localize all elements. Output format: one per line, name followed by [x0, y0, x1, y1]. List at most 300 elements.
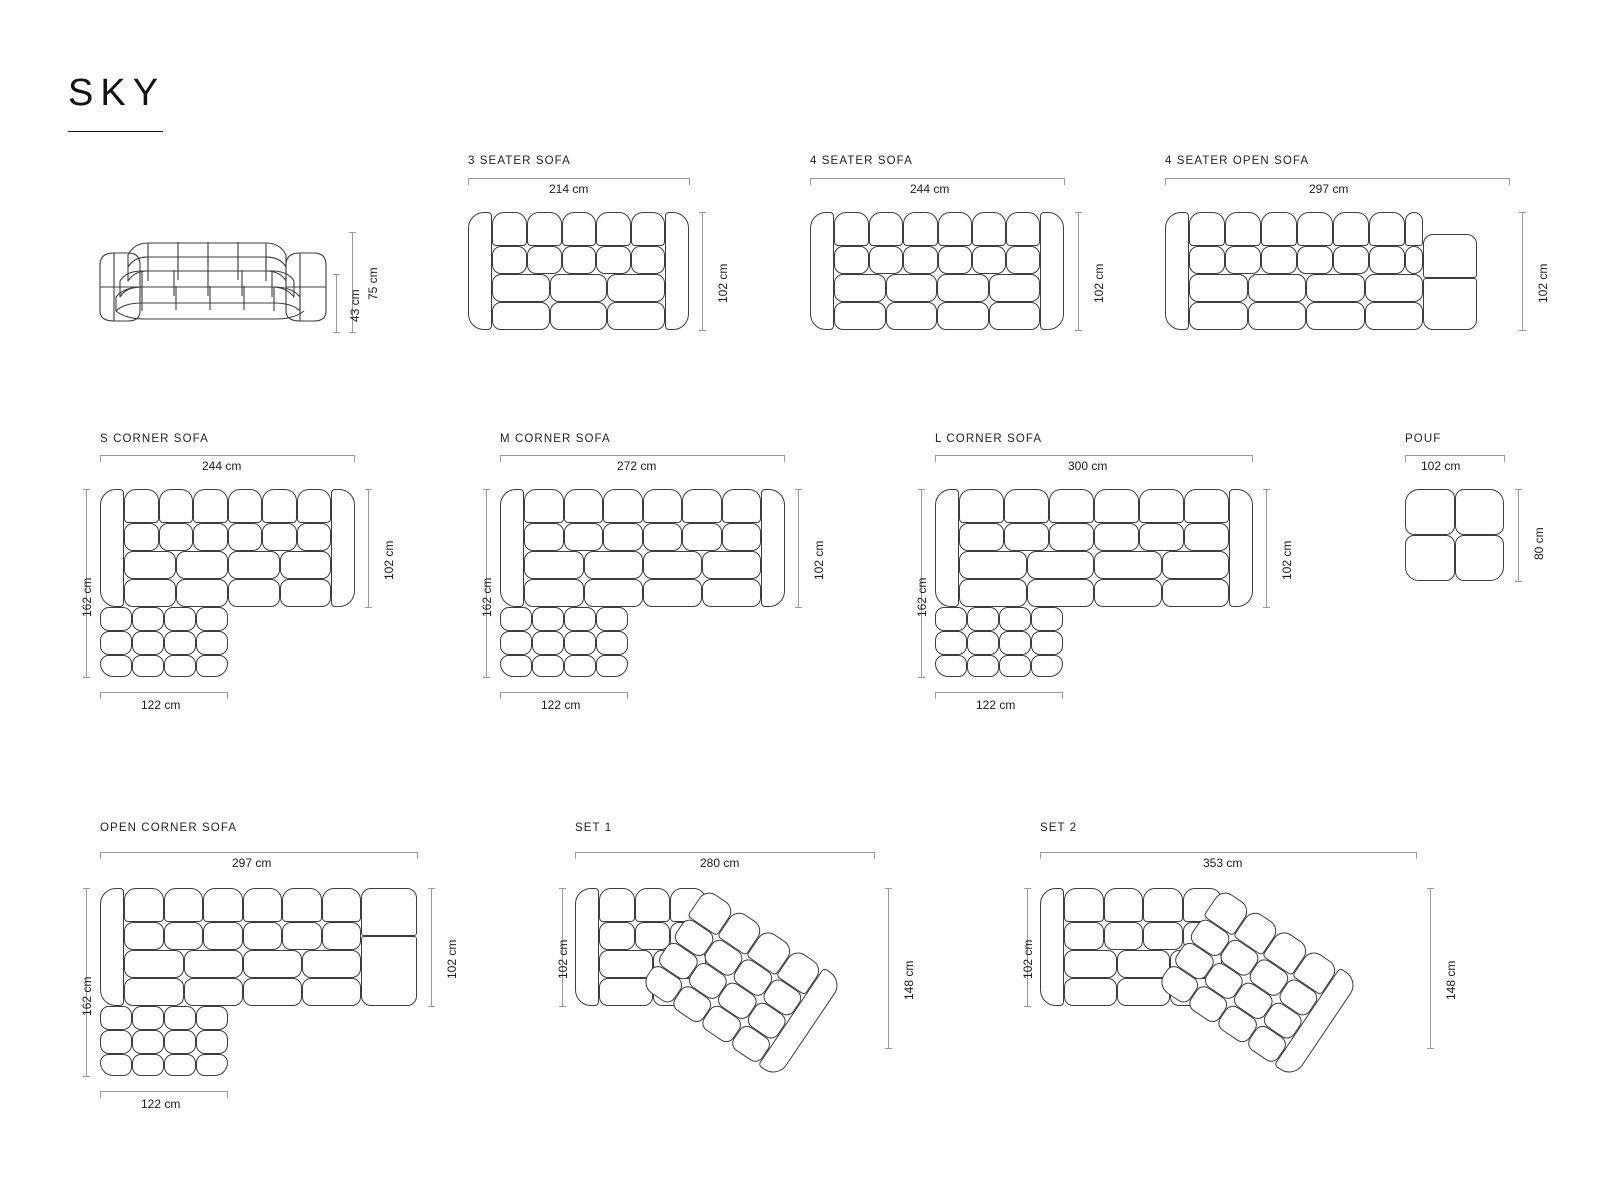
module — [1189, 274, 1248, 302]
module — [203, 888, 243, 922]
module — [280, 579, 331, 607]
module — [1117, 950, 1170, 978]
module — [999, 607, 1031, 631]
dim-m-corner-height-label: 162 cm — [480, 577, 494, 617]
module — [196, 1006, 228, 1030]
module — [524, 579, 584, 607]
tick — [575, 852, 576, 859]
module — [527, 246, 562, 274]
module-open-end — [1423, 278, 1477, 330]
module — [935, 655, 967, 677]
dim-4-seater-depth-line — [1078, 212, 1079, 330]
module — [282, 922, 322, 950]
tick — [699, 212, 706, 213]
module — [132, 1006, 164, 1030]
module — [100, 888, 124, 1006]
tick — [1165, 178, 1166, 185]
dim-4-seater-width-label: 244 cm — [910, 182, 950, 196]
tick — [428, 888, 435, 889]
tick — [100, 692, 101, 699]
dim-4-seater-open-width-line — [1165, 178, 1510, 179]
dim-set1-depth-label: 102 cm — [556, 939, 570, 979]
module — [184, 978, 243, 1006]
module — [243, 950, 302, 978]
module — [702, 579, 761, 607]
page-title: SKY — [68, 72, 166, 114]
module — [196, 631, 228, 655]
module — [834, 302, 886, 330]
tick — [483, 489, 490, 490]
module — [643, 579, 702, 607]
tick — [1519, 212, 1526, 213]
tick — [333, 332, 340, 333]
module — [643, 551, 702, 579]
module — [500, 655, 532, 677]
module — [967, 631, 999, 655]
tick — [100, 852, 101, 859]
module — [550, 274, 607, 302]
module — [164, 1030, 196, 1054]
module — [262, 489, 297, 523]
tick — [1075, 330, 1082, 331]
module — [635, 888, 670, 922]
module — [1094, 489, 1139, 523]
tick — [1252, 455, 1253, 462]
dim-set2-depth-label: 102 cm — [1021, 939, 1035, 979]
module — [196, 1030, 228, 1054]
module — [492, 274, 550, 302]
dim-set2-height-line — [1430, 888, 1431, 1048]
module — [607, 274, 665, 302]
dim-open-corner-height-label: 162 cm — [80, 976, 94, 1016]
tick — [349, 232, 356, 233]
dim-l-corner-depth-label: 102 cm — [1280, 540, 1294, 580]
tick — [1515, 489, 1522, 490]
module-open-end — [1423, 234, 1477, 278]
module — [124, 551, 176, 579]
module — [1094, 579, 1162, 607]
dim-3-seater-width-label: 214 cm — [549, 182, 589, 196]
dim-set1-height-line — [888, 888, 889, 1048]
module — [1031, 607, 1063, 631]
module — [989, 274, 1040, 302]
module — [322, 922, 361, 950]
dim-pouf-width-label: 102 cm — [1421, 459, 1461, 473]
module — [1027, 579, 1094, 607]
module — [665, 212, 689, 330]
dim-s-corner-width-label: 244 cm — [202, 459, 242, 473]
module — [1229, 489, 1253, 607]
tick — [365, 489, 372, 490]
tick — [935, 455, 936, 462]
module — [761, 489, 785, 607]
module — [682, 489, 722, 523]
module — [1064, 922, 1104, 950]
module — [164, 922, 203, 950]
dim-pouf-depth-label: 80 cm — [1532, 527, 1546, 560]
module — [1297, 212, 1333, 246]
module — [124, 888, 164, 922]
module — [1306, 302, 1365, 330]
module — [564, 523, 603, 551]
module — [492, 246, 527, 274]
tick — [333, 274, 340, 275]
dim-3-seater-width-line — [468, 178, 690, 179]
dim-m-corner-depth-label: 102 cm — [812, 540, 826, 580]
tick — [885, 1048, 892, 1049]
module — [159, 489, 193, 523]
tick — [1064, 178, 1065, 185]
module — [1455, 535, 1504, 581]
module — [972, 212, 1006, 246]
dim-open-corner-width-label: 297 cm — [232, 856, 272, 870]
tick — [935, 692, 936, 699]
module — [1189, 302, 1248, 330]
module — [564, 489, 603, 523]
title-underline — [68, 131, 163, 132]
module — [959, 489, 1004, 523]
dim-4-seater-open-depth-label: 102 cm — [1536, 263, 1550, 303]
dim-m-corner-width-label: 272 cm — [617, 459, 657, 473]
module — [468, 212, 492, 330]
module — [564, 655, 596, 677]
module — [999, 631, 1031, 655]
module — [492, 212, 527, 246]
tick — [689, 178, 690, 185]
module — [562, 212, 596, 246]
module — [935, 607, 967, 631]
module — [603, 489, 643, 523]
dim-s-corner-depth-label: 102 cm — [382, 540, 396, 580]
dim-open-corner-bottom-label: 122 cm — [141, 1097, 181, 1111]
module — [1143, 922, 1183, 950]
module — [124, 950, 184, 978]
module — [564, 631, 596, 655]
module — [302, 950, 361, 978]
module — [584, 551, 643, 579]
module — [596, 631, 628, 655]
module — [599, 888, 635, 922]
module — [869, 246, 903, 274]
perspective-height-label: 75 cm — [366, 267, 380, 300]
module — [532, 607, 564, 631]
tick — [468, 178, 469, 185]
tick — [500, 692, 501, 699]
module — [1369, 212, 1405, 246]
module — [228, 579, 280, 607]
module-open-end — [361, 888, 417, 936]
module — [834, 246, 869, 274]
tick — [349, 332, 356, 333]
module — [1184, 489, 1229, 523]
module — [532, 631, 564, 655]
tick — [559, 1006, 566, 1007]
module — [228, 551, 280, 579]
module — [1333, 246, 1369, 274]
module — [1004, 523, 1049, 551]
module — [1049, 523, 1094, 551]
module — [584, 579, 643, 607]
tick — [354, 455, 355, 462]
sofa-perspective-icon — [90, 225, 350, 340]
module — [1405, 246, 1423, 274]
module — [100, 1006, 132, 1030]
perspective-seat-height-label: 43 cm — [348, 289, 362, 322]
module — [903, 246, 938, 274]
dim-m-corner-width-line — [500, 455, 785, 456]
module — [532, 655, 564, 677]
perspective-view — [90, 225, 350, 335]
module — [500, 489, 524, 607]
module — [1027, 551, 1094, 579]
module — [1248, 274, 1306, 302]
module — [938, 212, 972, 246]
module — [599, 950, 653, 978]
dim-set2-height-label: 148 cm — [1444, 960, 1458, 1000]
label-4-seater-sofa: 4 SEATER SOFA — [810, 155, 913, 167]
tick — [885, 888, 892, 889]
module — [1369, 246, 1405, 274]
tick — [1416, 852, 1417, 859]
module — [1064, 888, 1104, 922]
module — [1405, 212, 1423, 246]
module — [967, 655, 999, 677]
dim-open-corner-depth-label: 102 cm — [445, 939, 459, 979]
module — [124, 579, 176, 607]
module — [834, 212, 869, 246]
module — [607, 302, 665, 330]
module — [935, 489, 959, 607]
label-set-2: SET 2 — [1040, 822, 1078, 834]
tick — [83, 1076, 90, 1077]
module — [193, 523, 228, 551]
module — [989, 302, 1040, 330]
tick — [1062, 692, 1063, 699]
tick — [1263, 489, 1270, 490]
tick — [1427, 1048, 1434, 1049]
module — [164, 607, 196, 631]
tick — [1263, 607, 1270, 608]
module — [643, 523, 682, 551]
module — [124, 523, 159, 551]
tick — [810, 178, 811, 185]
module — [164, 655, 196, 677]
module — [159, 523, 193, 551]
dim-pouf-width-line — [1405, 455, 1505, 456]
label-s-corner-sofa: S CORNER SOFA — [100, 433, 209, 445]
module — [297, 489, 331, 523]
module — [1162, 579, 1229, 607]
module — [176, 579, 228, 607]
dim-s-corner-bottom-line — [100, 692, 228, 693]
label-m-corner-sofa: M CORNER SOFA — [500, 433, 611, 445]
dim-l-corner-width-label: 300 cm — [1068, 459, 1108, 473]
module — [1104, 888, 1143, 922]
tick — [1509, 178, 1510, 185]
module — [575, 888, 599, 1006]
dim-set2-width-label: 353 cm — [1203, 856, 1243, 870]
label-3-seater-sofa: 3 SEATER SOFA — [468, 155, 571, 167]
module — [603, 523, 643, 551]
module — [886, 302, 937, 330]
tick — [1515, 581, 1522, 582]
tick — [1519, 330, 1526, 331]
dim-4-seater-depth-label: 102 cm — [1092, 263, 1106, 303]
module — [596, 607, 628, 631]
dim-set2-width-line — [1040, 852, 1417, 853]
module — [527, 212, 562, 246]
module-open-end — [361, 936, 417, 1006]
dim-4-seater-width-line — [810, 178, 1065, 179]
tick — [795, 489, 802, 490]
module — [1333, 212, 1369, 246]
label-pouf: POUF — [1405, 433, 1442, 445]
module — [959, 579, 1027, 607]
module — [132, 1030, 164, 1054]
tick — [699, 330, 706, 331]
module — [869, 212, 903, 246]
tick — [417, 852, 418, 859]
module — [938, 246, 972, 274]
tick — [918, 489, 925, 490]
module — [1261, 246, 1297, 274]
module — [1162, 551, 1229, 579]
module — [562, 246, 596, 274]
dim-3-seater-depth-line — [702, 212, 703, 330]
dim-l-corner-depth-line — [1266, 489, 1267, 607]
module — [280, 551, 331, 579]
tick — [874, 852, 875, 859]
module — [959, 551, 1027, 579]
module — [937, 302, 989, 330]
module — [100, 607, 132, 631]
module — [631, 246, 665, 274]
module — [903, 212, 938, 246]
module — [282, 888, 322, 922]
module — [100, 1054, 132, 1076]
label-open-corner-sofa: OPEN CORNER SOFA — [100, 822, 238, 834]
tick — [1075, 212, 1082, 213]
tick — [918, 677, 925, 678]
module — [1006, 212, 1040, 246]
tick — [1427, 888, 1434, 889]
module — [810, 212, 834, 330]
module — [243, 888, 282, 922]
module — [1184, 523, 1229, 551]
tick — [1405, 455, 1406, 462]
tick — [100, 1091, 101, 1098]
module — [1189, 246, 1225, 274]
module — [1225, 246, 1261, 274]
dim-set1-width-label: 280 cm — [700, 856, 740, 870]
module — [196, 1054, 228, 1076]
module — [959, 523, 1004, 551]
tick — [559, 888, 566, 889]
dim-m-corner-bottom-line — [500, 692, 628, 693]
module — [243, 978, 302, 1006]
label-set-1: SET 1 — [575, 822, 613, 834]
module — [1040, 888, 1064, 1006]
module — [100, 489, 124, 607]
module — [1031, 631, 1063, 655]
module — [1165, 212, 1189, 330]
dim-l-corner-width-line — [935, 455, 1253, 456]
module — [193, 489, 228, 523]
tick — [227, 1091, 228, 1098]
tick — [500, 455, 501, 462]
module — [1006, 246, 1040, 274]
dim-4-seater-open-width-label: 297 cm — [1309, 182, 1349, 196]
module — [1139, 489, 1184, 523]
module — [1004, 489, 1049, 523]
module — [886, 274, 937, 302]
dim-s-corner-width-line — [100, 455, 355, 456]
module — [1143, 888, 1183, 922]
tick — [83, 888, 90, 889]
module — [322, 888, 361, 922]
tick — [1040, 852, 1041, 859]
module — [722, 489, 761, 523]
module — [524, 523, 564, 551]
module — [262, 523, 297, 551]
module — [176, 551, 228, 579]
module — [1064, 978, 1117, 1006]
module — [196, 607, 228, 631]
module — [524, 489, 564, 523]
dim-s-corner-depth-line — [368, 489, 369, 607]
module — [1139, 523, 1184, 551]
module — [164, 888, 203, 922]
module — [1040, 212, 1064, 330]
module — [164, 1006, 196, 1030]
dim-l-corner-bottom-line — [935, 692, 1063, 693]
module — [331, 489, 355, 607]
module — [500, 607, 532, 631]
dim-open-corner-depth-line — [431, 888, 432, 1006]
module — [972, 246, 1006, 274]
tick — [83, 489, 90, 490]
module — [1297, 246, 1333, 274]
label-l-corner-sofa: L CORNER SOFA — [935, 433, 1043, 445]
label-4-seater-open-sofa: 4 SEATER OPEN SOFA — [1165, 155, 1310, 167]
tick — [1024, 1006, 1031, 1007]
module — [550, 302, 607, 330]
dim-3-seater-depth-label: 102 cm — [716, 263, 730, 303]
module — [1189, 212, 1225, 246]
dim-l-corner-bottom-label: 122 cm — [976, 698, 1016, 712]
module — [492, 302, 550, 330]
dim-l-corner-height-label: 162 cm — [915, 577, 929, 617]
module — [596, 655, 628, 677]
module — [132, 1054, 164, 1076]
module — [132, 631, 164, 655]
tick — [795, 607, 802, 608]
module — [702, 551, 761, 579]
module — [596, 246, 631, 274]
tick — [100, 455, 101, 462]
module — [500, 631, 532, 655]
module — [1405, 535, 1455, 581]
module — [196, 655, 228, 677]
module — [203, 922, 243, 950]
module — [1306, 274, 1365, 302]
module — [1248, 302, 1306, 330]
module — [228, 489, 262, 523]
module — [132, 655, 164, 677]
tick — [784, 455, 785, 462]
tick — [428, 1006, 435, 1007]
module — [722, 523, 761, 551]
